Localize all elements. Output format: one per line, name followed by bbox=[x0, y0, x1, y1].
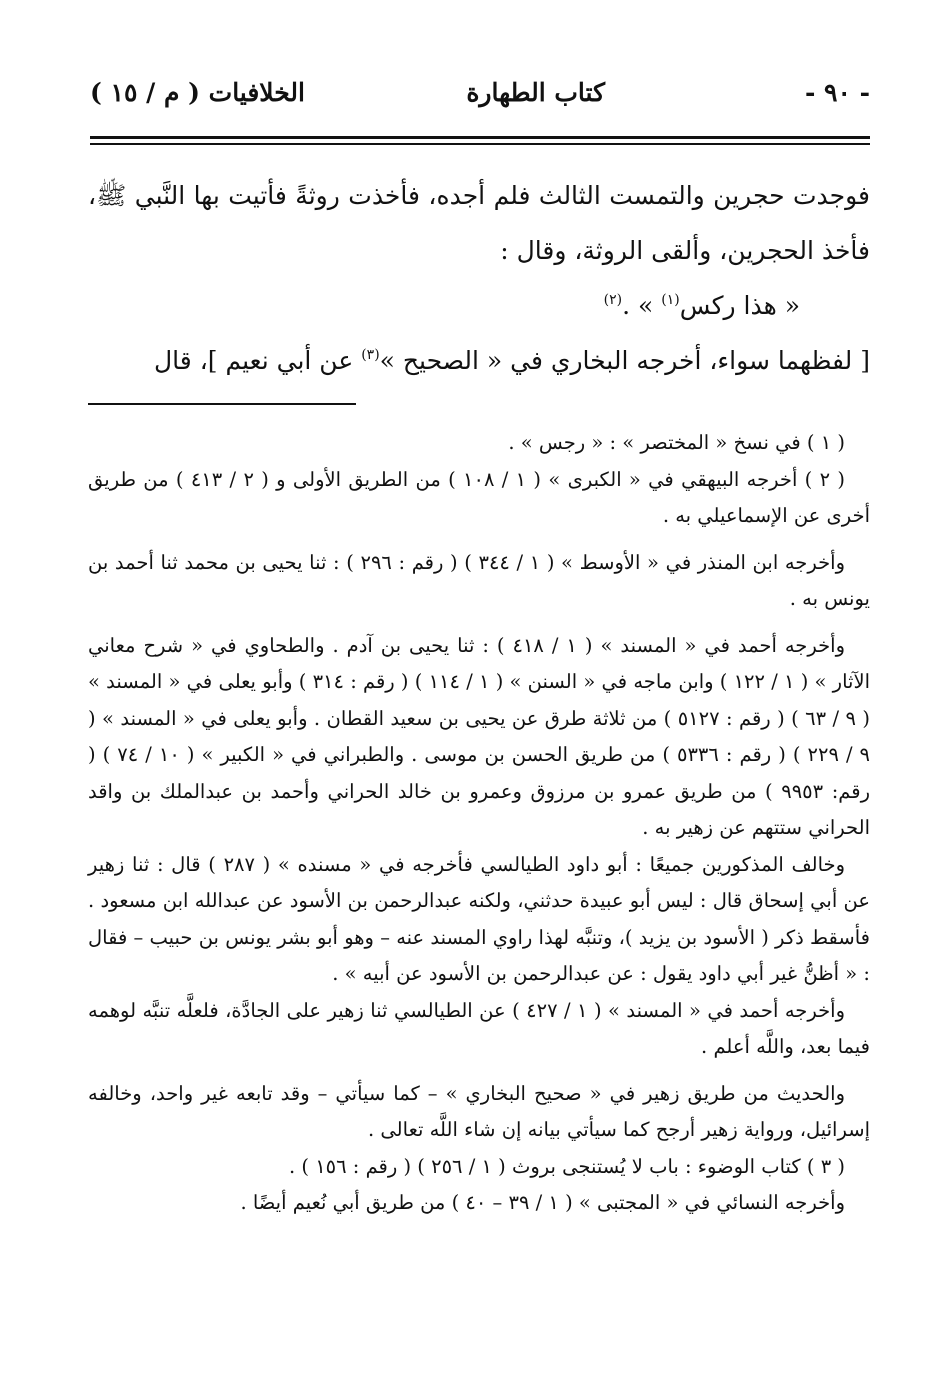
footnotes bbox=[88, 425, 870, 1222]
book-title: كتاب الطهارة bbox=[466, 78, 605, 107]
footnote-paragraph: والحديث من طريق زهير في « صحيح البخاري » – كما سيأتي – وقد تابعه غير واحد، وخالفه إسرائيل، ورواية زهير أرجح كما سيأتي بيانه إن شاء اللَّه تعالى . bbox=[88, 1081, 870, 1141]
source-text-end: عن أبي نعيم ]، قال bbox=[154, 346, 362, 375]
footnote-3: ( ٣ ) كتاب الوضوء : باب لا يُستنجى بروث ( ١ / ٢٥٦ ) ( رقم : ١٥٦ ) . bbox=[288, 1154, 845, 1178]
main-paragraph bbox=[88, 333, 870, 388]
footnote-separator bbox=[88, 403, 356, 405]
footnote-paragraph: وخالف المذكورين جميعًا : أبو داود الطيالسي فأخرجه في « مسنده » ( ٢٨٧ ) قال : ثنا زهير عن أبي إسحاق قال : ليس أبو عبيدة حدثني، ولكنه عبدالرحمن بن الأسود عن عبدالله ابن مسعود . فأسقط ذكر ( الأسود بن يزيد )، وتنبَّه لهذا راوي المسند عنه – وهو أبو بشر يونس بن حبيب – فقال : « أظنُّ غير أبي داود يقول : عن عبدالرحمن بن الأسود عن أبيه » . bbox=[88, 852, 870, 985]
quote-text: « هذا ركس bbox=[679, 291, 800, 320]
footnote-paragraph: وأخرجه أحمد في « المسند » ( ١ / ٤٢٧ ) عن الطيالسي ثنا زهير على الجادَّة، فلعلَّه تنبَّه لوهمه فيما بعد، واللَّه أعلم . bbox=[88, 998, 870, 1058]
footnote-paragraph: وأخرجه أحمد في « المسند » ( ١ / ٤١٨ ) : ثنا يحيى بن آدم . والطحاوي في « شرح معاني الآثار » ( ١ / ١٢٢ ) وابن ماجه في « السنن » ( ١ / ١١٤ ) ( رقم : ٣١٤ ) وأبو يعلى في « المسند » ( ٩ / ٦٣ ) ( رقم : ٥١٢٧ ) من ثلاثة طرق عن يحيى بن سعيد القطان . وأبو يعلى في « المسند » ( ٩ / ٢٢٩ ) ( رقم : ٥٣٣٦ ) من طريق الحسن بن موسى . والطبراني في « الكبير » ( ١٠ / ٧٤ ) ( رقم: ٩٩٥٣ ) من طريق عمرو بن مرزوق وعمرو بن خالد الحراني وأحمد بن عبدالملك بن واقد الحراني ستتهم عن زهير به . bbox=[88, 633, 871, 839]
page-number: - ٩٠ - bbox=[804, 78, 870, 107]
header-rule-thick bbox=[90, 136, 870, 139]
quote-close: » . bbox=[622, 291, 662, 320]
running-header bbox=[90, 78, 870, 122]
header-rule-thin bbox=[90, 143, 870, 145]
footnote-2: ( ٢ ) أخرجه البيهقي في « الكبرى » ( ١ / ١٠٨ ) من الطريق الأولى و ( ٢ / ٤١٣ ) من طريق أخرى عن الإسماعيلي به . bbox=[88, 467, 870, 527]
source-text: [ لفظهما سواء، أخرجه البخاري في « الصحيح » bbox=[379, 346, 870, 375]
main-paragraph: فوجدت حجرين والتمست الثالث فلم أجده، فأخذت روثةً فأتيت بها النَّبي ﷺ، فأخذ الحجرين، وألقى الروثة، وقال : bbox=[88, 181, 870, 265]
hadith-quote bbox=[88, 278, 870, 333]
footnote-paragraph: وأخرجه النسائي في « المجتبى » ( ١ / ٣٩ – ٤٠ ) من طريق أبي نُعيم أيضًا . bbox=[240, 1191, 845, 1214]
main-text bbox=[88, 168, 870, 388]
section-title: الخلافيات ( م / ١٥ ) bbox=[90, 78, 305, 107]
footnote-ref-1: (١) bbox=[661, 292, 680, 308]
footnote-1: ( ١ ) في نسخ « المختصر » : « رجس » . bbox=[508, 431, 845, 454]
footnote-paragraph: وأخرجه ابن المنذر في « الأوسط » ( ١ / ٣٤٤ ) ( رقم : ٢٩٦ ) : ثنا يحيى بن محمد ثنا أحمد بن يونس به . bbox=[88, 550, 870, 610]
footnote-ref-2: (٢) bbox=[603, 292, 623, 308]
footnote-ref-3: (٣) bbox=[361, 347, 380, 363]
